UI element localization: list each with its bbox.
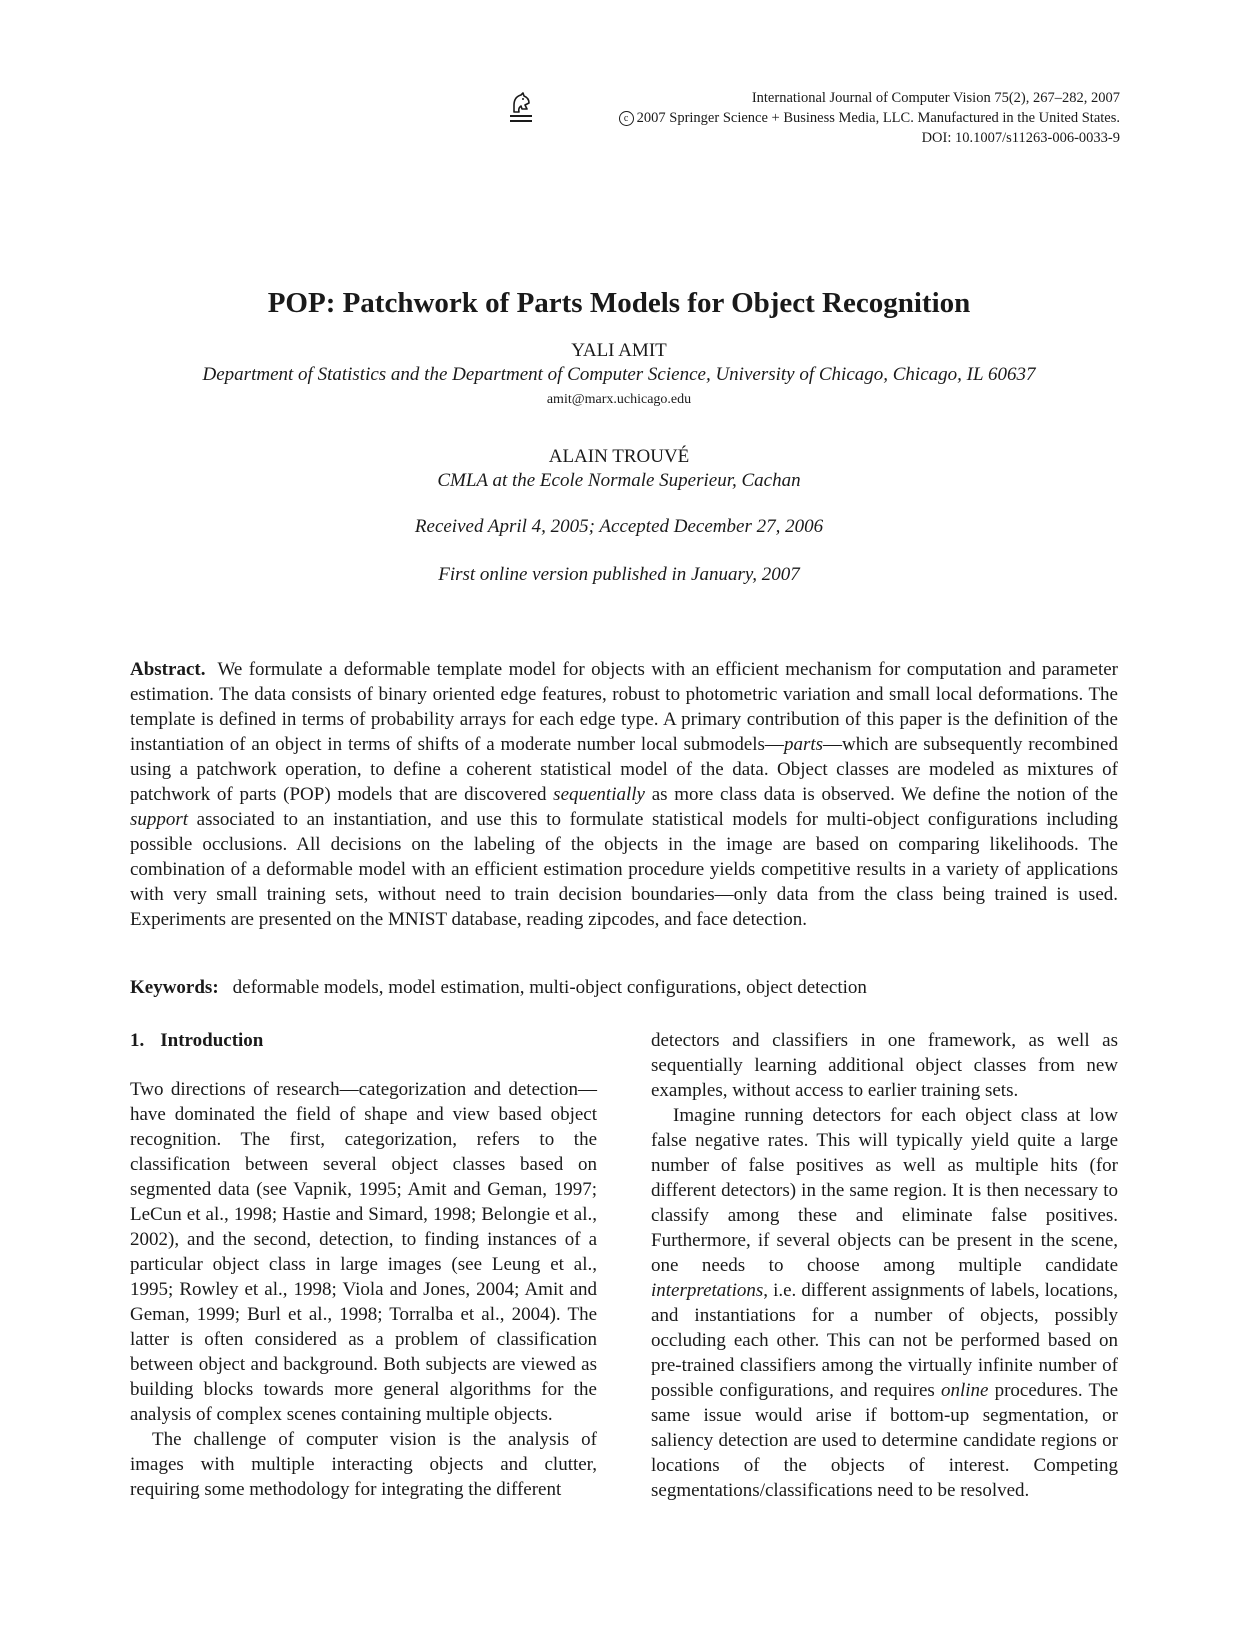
author-name: YALI AMIT xyxy=(571,340,667,361)
keywords xyxy=(130,977,1118,999)
keywords-label: Keywords: xyxy=(130,977,219,998)
section-title: Introduction xyxy=(160,1030,264,1051)
body-emphasis: interpretations xyxy=(651,1280,764,1301)
section-number: 1. xyxy=(130,1030,145,1051)
abstract xyxy=(130,657,1118,932)
section-heading xyxy=(130,1028,597,1053)
springer-knight-logo-icon xyxy=(508,92,534,128)
right-column xyxy=(651,1028,1118,1503)
copyright-text: 2007 Springer Science + Business Media, LLC. Manufactured in the United States. xyxy=(636,110,1120,126)
body-text: , i.e. different assignments of labels, locations, and instantiations for a number of objects, possibly occluding each other. This can not be performed based on pre-trained classifiers among the virtually infinite number of possible configurations, and requires xyxy=(651,1280,1118,1401)
author-email: amit@marx.uchicago.edu xyxy=(546,392,692,407)
received-dates: Received April 4, 2005; Accepted December 27, 2006 xyxy=(414,516,824,537)
author-name: ALAIN TROUVÉ xyxy=(548,446,690,467)
abstract-label: Abstract. xyxy=(130,659,206,680)
left-column xyxy=(130,1028,597,1502)
abstract-text: —which are subsequently recombined using a patchwork operation, to define a coherent statistical model of the data. Object classes are modeled as mixtures of patchwork of parts (POP) models that are discovered xyxy=(130,734,1118,805)
keywords-text: deformable models, model estimation, multi-object configurations, object detection xyxy=(232,977,867,998)
journal-citation: International Journal of Computer Vision 75(2), 267–282, 2007 xyxy=(751,90,1120,106)
body-paragraph xyxy=(651,1103,1118,1503)
abstract-text: associated to an instantiation, and use this to formulate statistical models for multi-object configurations including possible occlusions. All decisions on the labeling of the objects in the image are based on comparing likelihoods. The combination of a deformable model with an efficient estimation procedure yields competitive results in a variety of applications with very small training sets, without need to train decision boundaries—only data from the class being trained is used. Experiments are presented on the MNIST database, reading zipcodes, and face detection. xyxy=(130,809,1118,930)
doi: DOI: 10.1007/s11263-006-0033-9 xyxy=(921,130,1120,146)
abstract-emphasis: parts xyxy=(783,734,824,755)
journal-header xyxy=(619,88,1120,148)
first-online: First online version published in January, 2007 xyxy=(438,564,800,585)
body-text: procedures. The same issue would arise if bottom-up segmentation, or saliency detection are used to determine candidate regions or locations of the objects of interest. Competing segmentations/classifications need to be resolved. xyxy=(651,1380,1118,1501)
abstract-text: as more class data is observed. We define the notion of the xyxy=(644,784,1118,805)
author-affiliation: CMLA at the Ecole Normale Superieur, Cachan xyxy=(437,470,801,491)
abstract-emphasis: support xyxy=(130,809,189,830)
body-emphasis: online xyxy=(940,1380,989,1401)
paper-title: POP: Patchwork of Parts Models for Object Recognition xyxy=(267,287,971,319)
copyright-symbol: c xyxy=(619,111,634,126)
body-paragraph: Two directions of research—categorization and detection—have dominated the field of shape and view based object recognition. The first, categorization, refers to the classification between several object classes based on segmented data (see Vapnik, 1995; Amit and Geman, 1997; LeCun et al., 1998; Hastie and Simard, 1998; Belongie et al., 2002), and the second, detection, to finding instances of a particular object class in large images (see Leung et al., 1995; Rowley et al., 1998; Viola and Jones, 2004; Amit and Geman, 1999; Burl et al., 1998; Torralba et al., 2004). The latter is often considered as a problem of classification between object and background. Both subjects are viewed as building blocks towards more general algorithms for the analysis of complex scenes containing multiple objects. xyxy=(130,1079,597,1425)
body-paragraph: detectors and classifiers in one framework, as well as sequentially learning additional object classes from new examples, without access to earlier training sets. xyxy=(651,1030,1118,1101)
abstract-emphasis: sequentially xyxy=(553,784,645,805)
body-text: Imagine running detectors for each object class at low false negative rates. This will typically yield quite a large number of false positives as well as multiple hits (for different detectors) in the same region. It is then necessary to classify among these and eliminate false positives. Furthermore, if several objects can be present in the scene, one needs to choose among multiple candidate xyxy=(651,1105,1118,1276)
author-affiliation: Department of Statistics and the Department of Computer Science, University of Chicago, Chicago, IL 60637 xyxy=(202,364,1036,385)
abstract-text: We formulate a deformable template model for objects with an efficient mechanism for computation and parameter estimation. The data consists of binary oriented edge features, robust to photometric variation and small local deformations. The template is defined in terms of probability arrays for each edge type. A primary contribution of this paper is the definition of the instantiation of an object in terms of shifts of a moderate number local submodels— xyxy=(130,659,1118,755)
copyright-line xyxy=(619,108,1120,128)
body-paragraph: The challenge of computer vision is the analysis of images with multiple interacting objects and clutter, requiring some methodology for integrating the different xyxy=(130,1429,597,1500)
